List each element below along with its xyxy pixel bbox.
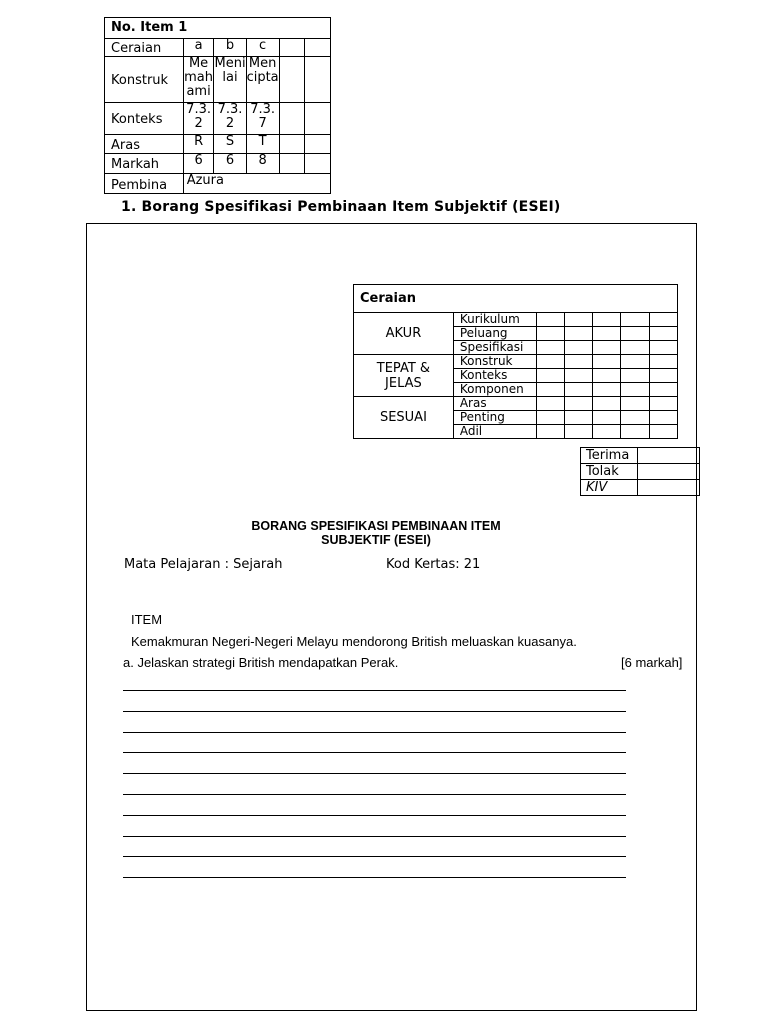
cell: 6 [183,154,214,174]
check-cell[interactable] [564,411,592,425]
form-title-line-1: BORANG SPESIFIKASI PEMBINAAN ITEM [251,519,501,533]
decision-kiv: KIV [581,480,638,496]
row-label-markah: Markah [105,154,184,174]
check-cell[interactable] [593,397,621,411]
decision-table [580,447,700,496]
cell: b [214,39,246,57]
answer-line[interactable] [123,815,626,816]
cell: Me mah ami [183,57,214,103]
row-label-ceraian: Ceraian [105,39,184,57]
check-cell[interactable] [564,355,592,369]
check-cell[interactable] [593,313,621,327]
group-sesuai: SESUAI [354,397,454,439]
cell [279,103,305,135]
criterion: Penting [453,411,536,425]
check-cell[interactable] [536,369,564,383]
row-label-konstruk: Konstruk [105,57,184,103]
ceraian-title: Ceraian [354,285,678,313]
criterion: Konstruk [453,355,536,369]
cell: 7.3. 2 [183,103,214,135]
check-cell[interactable] [536,327,564,341]
check-cell[interactable] [649,341,677,355]
check-cell[interactable] [564,425,592,439]
check-cell[interactable] [564,383,592,397]
criterion: Komponen [453,383,536,397]
check-cell[interactable] [536,341,564,355]
question-stem: Kemakmuran Negeri-Negeri Melayu mendorong British meluaskan kuasanya. [131,634,577,649]
cell: 7.3. 7 [246,103,279,135]
cell: Meni lai [214,57,246,103]
cell [305,135,331,154]
cell [305,57,331,103]
check-cell[interactable] [593,327,621,341]
cell [279,135,305,154]
item-table [104,17,331,194]
check-cell[interactable] [536,425,564,439]
check-cell[interactable] [593,355,621,369]
check-cell[interactable] [536,355,564,369]
answer-line[interactable] [123,690,626,691]
criterion: Konteks [453,369,536,383]
check-cell[interactable] [621,425,649,439]
check-cell[interactable] [649,313,677,327]
decision-terima: Terima [581,448,638,464]
answer-line[interactable] [123,773,626,774]
check-cell[interactable] [649,355,677,369]
cell [279,57,305,103]
section-heading: 1. Borang Spesifikasi Pembinaan Item Subjektif (ESEI) [121,199,561,215]
row-label-konteks: Konteks [105,103,184,135]
answer-line[interactable] [123,711,626,712]
answer-line[interactable] [123,856,626,857]
check-cell[interactable] [564,397,592,411]
check-cell[interactable] [649,425,677,439]
group-akur: AKUR [354,313,454,355]
check-cell[interactable] [649,369,677,383]
check-cell[interactable] [621,313,649,327]
criterion: Kurikulum [453,313,536,327]
cell [305,103,331,135]
check-cell[interactable] [564,313,592,327]
criterion: Adil [453,425,536,439]
check-cell[interactable] [621,397,649,411]
check-cell[interactable] [621,383,649,397]
cell: Men cipta [246,57,279,103]
item-number: No. Item 1 [105,18,331,39]
check-cell[interactable] [564,369,592,383]
answer-line[interactable] [123,794,626,795]
marks-label: [6 markah] [621,655,683,670]
check-cell[interactable] [593,383,621,397]
paper-code-label: Kod Kertas: 21 [386,557,481,572]
check-cell[interactable] [593,369,621,383]
check-cell[interactable] [564,341,592,355]
check-cell[interactable] [593,411,621,425]
criterion: Peluang [453,327,536,341]
check-cell[interactable] [649,411,677,425]
row-label-pembina: Pembina [105,174,184,194]
check-cell[interactable] [536,397,564,411]
cell: R [183,135,214,154]
check-cell[interactable] [536,313,564,327]
answer-line[interactable] [123,732,626,733]
cell: 8 [246,154,279,174]
answer-line[interactable] [123,836,626,837]
check-cell[interactable] [593,341,621,355]
check-cell[interactable] [638,464,700,480]
cell [305,154,331,174]
check-cell[interactable] [649,327,677,341]
cell: 7.3. 2 [214,103,246,135]
check-cell[interactable] [621,341,649,355]
item-label: ITEM [131,612,163,627]
check-cell[interactable] [649,397,677,411]
form-title-line-2: SUBJEKTIF (ESEI) [321,533,431,547]
cell [279,154,305,174]
cell: S [214,135,246,154]
check-cell[interactable] [621,355,649,369]
cell [305,39,331,57]
question-text: a. Jelaskan strategi British mendapatkan Perak. [123,655,399,670]
cell: a [183,39,214,57]
subject-label: Mata Pelajaran : Sejarah [124,557,283,572]
criterion: Spesifikasi [453,341,536,355]
criterion: Aras [453,397,536,411]
check-cell[interactable] [649,383,677,397]
check-cell[interactable] [593,425,621,439]
check-cell[interactable] [621,411,649,425]
check-cell[interactable] [621,327,649,341]
pembina-value: Azura [183,174,330,194]
check-cell[interactable] [536,383,564,397]
answer-line[interactable] [123,752,626,753]
check-cell[interactable] [638,480,700,496]
form-title [236,519,516,547]
cell [279,39,305,57]
ceraian-review-table [353,284,678,439]
group-tepat-jelas: TEPAT & JELAS [354,355,454,397]
decision-tolak: Tolak [581,464,638,480]
check-cell[interactable] [536,411,564,425]
cell: c [246,39,279,57]
cell: T [246,135,279,154]
row-label-aras: Aras [105,135,184,154]
cell: 6 [214,154,246,174]
answer-line[interactable] [123,877,626,878]
check-cell[interactable] [564,327,592,341]
check-cell[interactable] [638,448,700,464]
check-cell[interactable] [621,369,649,383]
